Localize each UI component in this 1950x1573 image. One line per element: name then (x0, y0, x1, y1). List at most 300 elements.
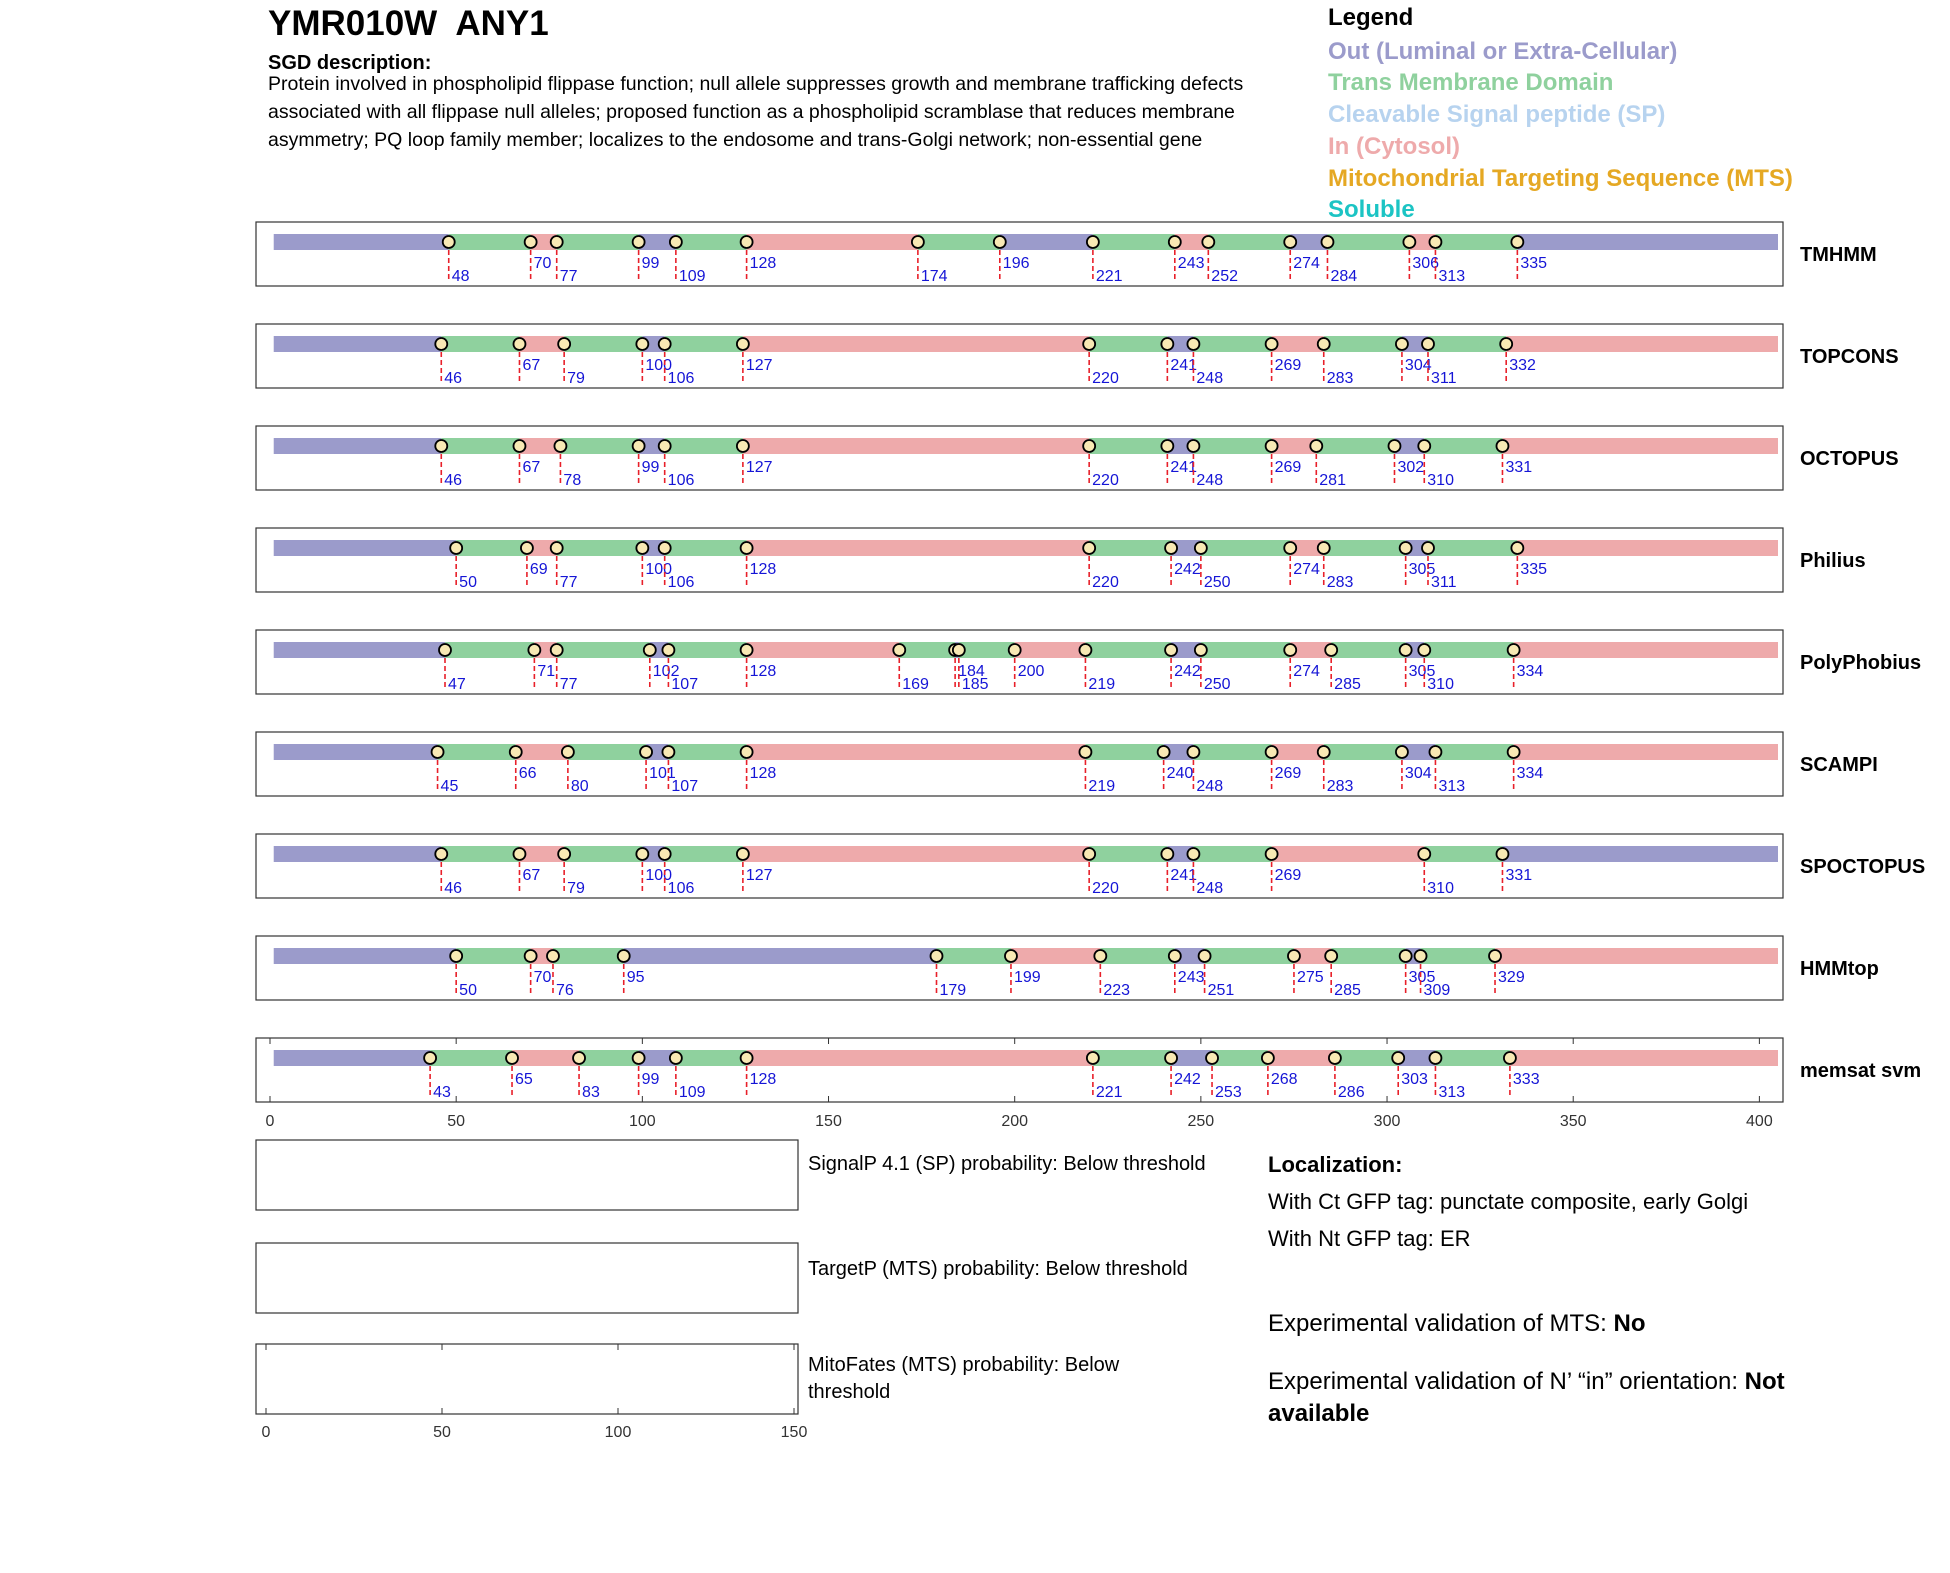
boundary-marker (994, 236, 1006, 248)
boundary-label: 250 (1203, 676, 1231, 693)
boundary-marker (737, 440, 749, 452)
segment (899, 642, 955, 658)
segment (1324, 336, 1402, 352)
boundary-label: 283 (1326, 778, 1354, 795)
segment (1089, 846, 1167, 862)
boundary-marker (1169, 950, 1181, 962)
boundary-marker (551, 542, 563, 554)
boundary-label: 313 (1438, 1084, 1466, 1101)
boundary-marker (558, 848, 570, 860)
boundary-marker (659, 542, 671, 554)
boundary-marker (737, 848, 749, 860)
segment (1089, 438, 1167, 454)
boundary-label: 127 (745, 867, 773, 884)
segment (274, 1050, 430, 1066)
segment (1205, 948, 1294, 964)
boundary-marker (662, 644, 674, 656)
boundary-marker (1325, 950, 1337, 962)
boundary-marker (1087, 1052, 1099, 1064)
boundary-marker (1415, 950, 1427, 962)
boundary-marker (510, 746, 522, 758)
segment (1428, 336, 1506, 352)
segment (1193, 438, 1271, 454)
prob-x-tick-label: 50 (433, 1424, 451, 1441)
boundary-marker (1266, 746, 1278, 758)
boundary-marker (1418, 848, 1430, 860)
boundary-marker (1083, 338, 1095, 350)
boundary-label: 199 (1013, 969, 1041, 986)
x-tick-label: 50 (447, 1113, 466, 1130)
boundary-label: 46 (444, 370, 463, 387)
boundary-marker (432, 746, 444, 758)
segment (441, 846, 519, 862)
segment (1011, 948, 1100, 964)
boundary-marker (450, 950, 462, 962)
boundary-marker (513, 338, 525, 350)
segment (665, 846, 743, 862)
boundary-label: 281 (1319, 472, 1346, 489)
boundary-label: 331 (1505, 459, 1533, 476)
boundary-label: 102 (652, 663, 680, 680)
segment (1424, 642, 1513, 658)
boundary-marker (1508, 746, 1520, 758)
segment (1421, 948, 1495, 964)
boundary-marker (741, 746, 753, 758)
segment (441, 438, 519, 454)
segment (274, 540, 456, 556)
boundary-marker (670, 1052, 682, 1064)
boundary-marker (1187, 746, 1199, 758)
boundary-label: 128 (749, 561, 777, 578)
boundary-marker (1489, 950, 1501, 962)
segment (668, 744, 746, 760)
x-tick-label: 0 (265, 1113, 275, 1130)
segment (1331, 948, 1405, 964)
segment (557, 540, 643, 556)
boundary-label: 240 (1166, 765, 1194, 782)
boundary-label: 200 (1017, 663, 1045, 680)
boundary-marker (1318, 746, 1330, 758)
localization-nt: With Nt GFP tag: ER (1268, 1226, 1471, 1251)
boundary-label: 219 (1088, 676, 1116, 693)
boundary-label: 79 (567, 880, 585, 897)
boundary-marker (1422, 338, 1434, 350)
boundary-marker (741, 236, 753, 248)
boundary-label: 285 (1334, 982, 1361, 999)
boundary-label: 221 (1095, 1084, 1123, 1101)
boundary-label: 79 (567, 370, 585, 387)
segment (1435, 234, 1517, 250)
boundary-label: 128 (749, 765, 777, 782)
boundary-label: 335 (1520, 255, 1548, 272)
mts-validation (1268, 1308, 1888, 1340)
track-box (256, 528, 1783, 592)
segment (274, 438, 442, 454)
segment (1193, 744, 1271, 760)
boundary-marker (1418, 644, 1430, 656)
segment (1324, 540, 1406, 556)
prob-x-tick-label: 150 (780, 1424, 808, 1441)
boundary-marker (1496, 440, 1508, 452)
boundary-label: 80 (570, 778, 589, 795)
boundary-marker (1199, 950, 1211, 962)
boundary-label: 100 (645, 561, 673, 578)
boundary-label: 334 (1516, 663, 1544, 680)
x-tick-label: 100 (628, 1113, 656, 1130)
segment (564, 336, 642, 352)
boundary-label: 220 (1092, 880, 1119, 897)
prob-x-tick-label: 0 (261, 1424, 271, 1441)
track-name: memsat svm (1800, 1060, 1922, 1082)
boundary-label: 107 (671, 676, 699, 693)
segment (1502, 846, 1778, 862)
boundary-marker (633, 440, 645, 452)
boundary-label: 241 (1170, 459, 1198, 476)
legend-item-sp: Cleavable Signal peptide (SP) (1328, 101, 1666, 128)
segment (1193, 336, 1271, 352)
segment (1324, 744, 1402, 760)
boundary-label: 334 (1516, 765, 1544, 782)
targetp-probability-label: TargetP (MTS) probability: Below threshold (808, 1258, 1188, 1280)
boundary-label: 310 (1427, 880, 1454, 897)
boundary-marker (1187, 848, 1199, 860)
segment (274, 234, 449, 250)
segment (274, 846, 442, 862)
boundary-label: 332 (1509, 357, 1536, 374)
boundary-marker (1195, 644, 1207, 656)
track-box (256, 1038, 1783, 1102)
segment (668, 642, 746, 658)
track-name: TOPCONS (1800, 346, 1899, 368)
boundary-marker (1400, 542, 1412, 554)
boundary-label: 169 (902, 676, 929, 693)
boundary-marker (659, 338, 671, 350)
boundary-marker (1187, 440, 1199, 452)
boundary-marker (636, 542, 648, 554)
segment (1085, 744, 1163, 760)
boundary-label: 269 (1274, 357, 1302, 374)
segment (456, 948, 530, 964)
boundary-marker (513, 440, 525, 452)
segment (1208, 234, 1290, 250)
segment (516, 744, 568, 760)
boundary-marker (1087, 236, 1099, 248)
boundary-marker (741, 644, 753, 656)
boundary-label: 333 (1512, 1071, 1540, 1088)
segment (1089, 336, 1167, 352)
boundary-marker (1511, 236, 1523, 248)
boundary-marker (1165, 1052, 1177, 1064)
boundary-marker (1284, 236, 1296, 248)
boundary-label: 251 (1207, 982, 1235, 999)
boundary-marker (1161, 848, 1173, 860)
boundary-label: 106 (667, 880, 695, 897)
segment (1327, 234, 1409, 250)
boundary-label: 46 (444, 880, 463, 897)
boundary-marker (912, 236, 924, 248)
boundary-label: 100 (645, 357, 673, 374)
boundary-label: 66 (518, 765, 537, 782)
boundary-label: 242 (1174, 1071, 1201, 1088)
boundary-label: 48 (451, 268, 470, 285)
boundary-marker (1005, 950, 1017, 962)
boundary-label: 253 (1215, 1084, 1242, 1101)
segment (1201, 540, 1290, 556)
boundary-label: 220 (1092, 472, 1119, 489)
segment (1424, 438, 1502, 454)
boundary-marker (659, 440, 671, 452)
boundary-marker (633, 236, 645, 248)
track-box (256, 732, 1783, 796)
mts-validation-value: No (1613, 1310, 1646, 1337)
boundary-label: 268 (1270, 1071, 1298, 1088)
segment (1514, 642, 1778, 658)
segment (1201, 642, 1290, 658)
boundary-marker (1288, 950, 1300, 962)
boundary-label: 304 (1404, 765, 1432, 782)
boundary-label: 50 (459, 574, 477, 591)
segment (1514, 744, 1778, 760)
boundary-marker (618, 950, 630, 962)
boundary-marker (1262, 1052, 1274, 1064)
boundary-marker (1009, 644, 1021, 656)
boundary-label: 184 (958, 663, 985, 680)
boundary-marker (1400, 644, 1412, 656)
signalp-probability-label: SignalP 4.1 (SP) probability: Below threshold (808, 1153, 1206, 1175)
boundary-label: 99 (641, 255, 660, 272)
x-tick-label: 300 (1373, 1113, 1401, 1130)
boundary-label: 77 (559, 268, 578, 285)
legend-item-out: Out (Luminal or Extra-Cellular) (1328, 38, 1678, 65)
boundary-marker (1321, 236, 1333, 248)
segment (456, 540, 527, 556)
track-box (256, 834, 1783, 898)
boundary-label: 223 (1103, 982, 1131, 999)
boundary-marker (1504, 1052, 1516, 1064)
boundary-label: 243 (1177, 255, 1205, 272)
boundary-label: 101 (649, 765, 676, 782)
track-name: SCAMPI (1800, 754, 1878, 776)
mitofates-probability-label: MitoFates (MTS) probability: Below threshold (808, 1354, 1120, 1403)
boundary-label: 99 (641, 459, 660, 476)
boundary-marker (1158, 746, 1170, 758)
boundary-marker (1284, 644, 1296, 656)
segment (1085, 642, 1171, 658)
segment (512, 1050, 579, 1066)
boundary-label: 313 (1438, 778, 1466, 795)
segment (449, 234, 531, 250)
segment (676, 1050, 747, 1066)
legend-item-mts: Mitochondrial Targeting Sequence (MTS) (1328, 165, 1793, 192)
boundary-label: 331 (1505, 867, 1533, 884)
segment (665, 336, 743, 352)
boundary-label: 242 (1174, 561, 1201, 578)
segment (1093, 1050, 1171, 1066)
boundary-marker (1083, 848, 1095, 860)
boundary-marker (1083, 542, 1095, 554)
boundary-label: 274 (1293, 663, 1320, 680)
boundary-marker (573, 1052, 585, 1064)
track-box (256, 222, 1783, 286)
boundary-marker (1400, 950, 1412, 962)
boundary-label: 83 (582, 1084, 600, 1101)
boundary-marker (551, 236, 563, 248)
boundary-marker (1284, 542, 1296, 554)
boundary-marker (435, 338, 447, 350)
legend-title: Legend (1328, 4, 1414, 31)
orientation-validation (1268, 1366, 1888, 1430)
boundary-marker (424, 1052, 436, 1064)
boundary-marker (1396, 338, 1408, 350)
segment (568, 744, 646, 760)
segment (1495, 948, 1778, 964)
segment (936, 948, 1010, 964)
mitofates-plot (256, 1344, 798, 1414)
segment (665, 540, 747, 556)
boundary-marker (930, 950, 942, 962)
boundary-marker (893, 644, 905, 656)
boundary-label: 275 (1296, 969, 1324, 986)
boundary-label: 306 (1412, 255, 1440, 272)
boundary-marker (1266, 338, 1278, 350)
segment (1331, 642, 1405, 658)
boundary-label: 284 (1330, 268, 1358, 285)
boundary-label: 76 (555, 982, 574, 999)
boundary-label: 50 (459, 982, 477, 999)
boundary-marker (670, 236, 682, 248)
boundary-marker (558, 338, 570, 350)
segment (1517, 234, 1778, 250)
boundary-marker (633, 1052, 645, 1064)
x-tick-label: 200 (1001, 1113, 1029, 1130)
boundary-label: 269 (1274, 765, 1302, 782)
boundary-marker (636, 338, 648, 350)
segment (1268, 1050, 1335, 1066)
boundary-label: 305 (1408, 663, 1436, 680)
x-tick-label: 400 (1746, 1113, 1773, 1130)
boundary-label: 70 (533, 969, 552, 986)
boundary-label: 127 (745, 357, 773, 374)
boundary-marker (1266, 848, 1278, 860)
boundary-marker (1161, 440, 1173, 452)
segment (665, 438, 743, 454)
boundary-label: 220 (1092, 370, 1119, 387)
segment (747, 540, 1090, 556)
boundary-label: 283 (1326, 370, 1354, 387)
boundary-label: 329 (1498, 969, 1525, 986)
track-box (256, 426, 1783, 490)
segment (743, 438, 1089, 454)
boundary-label: 174 (920, 268, 948, 285)
segment (274, 642, 445, 658)
segment (747, 234, 918, 250)
boundary-label: 283 (1326, 574, 1354, 591)
legend-item-in: In (Cytosol) (1328, 133, 1460, 160)
boundary-label: 100 (645, 867, 673, 884)
segment (1316, 438, 1394, 454)
boundary-label: 221 (1095, 268, 1123, 285)
boundary-label: 99 (641, 1071, 660, 1088)
boundary-marker (662, 746, 674, 758)
segment (1428, 540, 1517, 556)
boundary-marker (1079, 644, 1091, 656)
segment (430, 1050, 512, 1066)
segment (1272, 846, 1425, 862)
boundary-label: 106 (667, 574, 695, 591)
segment (557, 234, 639, 250)
boundary-marker (528, 644, 540, 656)
boundary-marker (1161, 338, 1173, 350)
boundary-marker (450, 542, 462, 554)
boundary-label: 274 (1293, 255, 1320, 272)
boundary-marker (513, 848, 525, 860)
track-box (256, 630, 1783, 694)
boundary-marker (1403, 236, 1415, 248)
boundary-label: 45 (440, 778, 459, 795)
boundary-label: 109 (678, 268, 706, 285)
boundary-marker (1500, 338, 1512, 350)
boundary-label: 313 (1438, 268, 1466, 285)
boundary-label: 196 (1002, 255, 1030, 272)
boundary-label: 67 (522, 867, 541, 884)
segment (1015, 642, 1086, 658)
boundary-label: 269 (1274, 867, 1302, 884)
boundary-marker (1094, 950, 1106, 962)
boundary-label: 78 (563, 472, 582, 489)
orientation-validation-value: Not available (1268, 1368, 1785, 1427)
boundary-marker (1396, 746, 1408, 758)
mts-validation-label: Experimental validation of MTS: (1268, 1310, 1614, 1337)
boundary-marker (1422, 542, 1434, 554)
segment (1424, 846, 1502, 862)
boundary-label: 241 (1170, 357, 1198, 374)
segment (1272, 336, 1324, 352)
boundary-label: 128 (749, 663, 777, 680)
boundary-marker (439, 644, 451, 656)
segment (564, 846, 642, 862)
boundary-label: 302 (1397, 459, 1425, 476)
boundary-label: 70 (533, 255, 552, 272)
boundary-label: 107 (671, 778, 699, 795)
boundary-marker (562, 746, 574, 758)
boundary-marker (506, 1052, 518, 1064)
legend-item-tm: Trans Membrane Domain (1328, 69, 1614, 96)
boundary-label: 128 (749, 1071, 777, 1088)
boundary-marker (1318, 338, 1330, 350)
targetp-plot (256, 1243, 798, 1313)
segment (560, 438, 638, 454)
segment (1506, 336, 1778, 352)
boundary-label: 285 (1334, 676, 1361, 693)
boundary-label: 71 (537, 663, 556, 680)
boundary-marker (1429, 746, 1441, 758)
boundary-label: 242 (1174, 663, 1201, 680)
track-name: HMMtop (1800, 958, 1879, 980)
boundary-label: 286 (1337, 1084, 1365, 1101)
boundary-marker (1329, 1052, 1341, 1064)
boundary-marker (1388, 440, 1400, 452)
segment (1093, 234, 1175, 250)
boundary-marker (1195, 542, 1207, 554)
legend-item-soluble: Soluble (1328, 196, 1415, 223)
boundary-label: 248 (1196, 880, 1224, 897)
boundary-label: 69 (529, 561, 548, 578)
localization-ct: With Ct GFP tag: punctate composite, early Golgi (1268, 1189, 1749, 1214)
localization-title: Localization: (1268, 1152, 1403, 1177)
boundary-marker (1429, 236, 1441, 248)
track-box (256, 324, 1783, 388)
segment (274, 948, 456, 964)
